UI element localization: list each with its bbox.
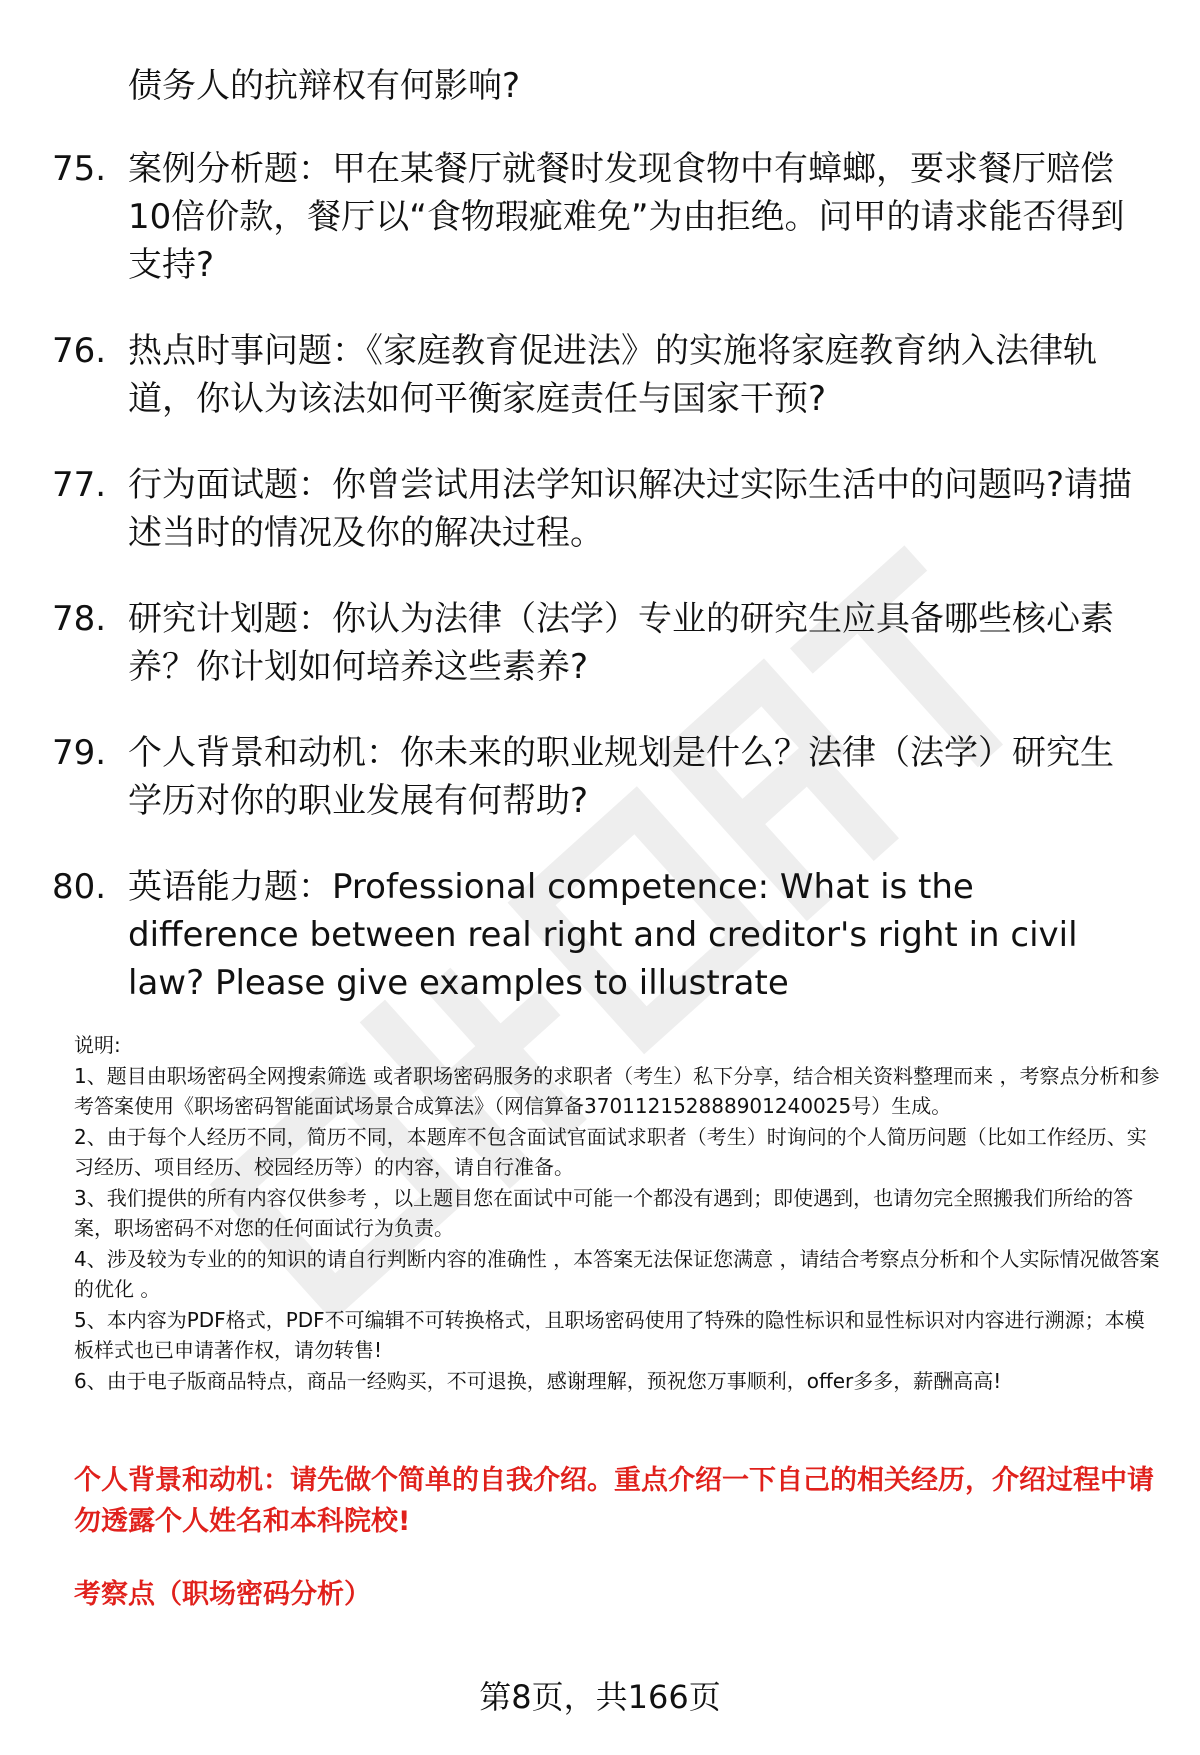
note-item: 6、由于电子版商品特点，商品一经购买，不可退换，感谢理解，预祝您万事顺利，offer多多，薪酬高高!	[74, 1368, 1002, 1393]
section-heading: 考察点（职场密码分析）	[74, 1579, 371, 1610]
list-item	[52, 729, 1142, 825]
question-text: 英语能力题：Professional competence: What is the difference between real right and creditor's right in civil law? Please give examples to illustrate	[128, 867, 1078, 1003]
note-item: 2、由于每个人经历不同，简历不同，本题库不包含面试官面试求职者（考生）时询问的个人简历问题（比如工作经历、实习经历、项目经历、校园经历等）的内容，请自行准备。	[74, 1124, 1147, 1179]
question-number: 79.	[52, 733, 107, 773]
question-number: 75.	[52, 149, 107, 189]
note-item: 3、我们提供的所有内容仅供参考 ，以上题目您在面试中可能一个都没有遇到；即使遇到，也请勿完全照搬我们所给的答案，职场密码不对您的任何面试行为负责。	[74, 1185, 1134, 1240]
question-number: 78.	[52, 599, 107, 639]
highlight-question-block	[74, 1460, 1154, 1542]
question-text: 热点时事问题：《家庭教育促进法》的实施将家庭教育纳入法律轨道，你认为该法如何平衡家庭责任与国家干预?	[128, 331, 1097, 419]
question-number: 77.	[52, 465, 107, 505]
list-item	[52, 145, 1142, 289]
question-text: 研究计划题：你认为法律（法学）专业的研究生应具备哪些核心素养？你计划如何培养这些素养?	[128, 599, 1114, 687]
question-text: 案例分析题：甲在某餐厅就餐时发现食物中有蟑螂，要求餐厅赔偿10倍价款，餐厅以“食物瑕疵难免”为由拒绝。问甲的请求能否得到支持?	[128, 149, 1125, 285]
note-item: 5、本内容为PDF格式，PDF不可编辑不可转换格式，且职场密码使用了特殊的隐性标识和显性标识对内容进行溯源；本模板样式也已申请著作权，请勿转售!	[74, 1307, 1145, 1362]
question-number: 76.	[52, 331, 107, 371]
question-continuation: 债务人的抗辩权有何影响?	[128, 66, 521, 106]
question-number: 80.	[52, 867, 107, 907]
question-text: 个人背景和动机：你未来的职业规划是什么？法律（法学）研究生学历对你的职业发展有何帮助?	[128, 733, 1114, 821]
list-item	[52, 461, 1142, 557]
list-item	[52, 327, 1142, 423]
notes-section	[74, 1030, 1164, 1396]
question-list	[52, 145, 1142, 1045]
question-text: 行为面试题：你曾尝试用法学知识解决过实际生活中的问题吗?请描述当时的情况及你的解决过程。	[128, 465, 1133, 553]
highlight-question: 个人背景和动机：请先做个简单的自我介绍。重点介绍一下自己的相关经历，介绍过程中请勿透露个人姓名和本科院校!	[74, 1465, 1154, 1537]
page-footer: 第8页，共166页	[479, 1678, 721, 1716]
note-item: 4、涉及较为专业的的知识的请自行判断内容的准确性 ，本答案无法保证您满意 ，请结合考察点分析和个人实际情况做答案的优化 。	[74, 1246, 1160, 1301]
list-item	[52, 863, 1142, 1007]
list-item	[52, 595, 1142, 691]
notes-title: 说明:	[74, 1033, 121, 1057]
note-item: 1、题目由职场密码全网搜索筛选 或者职场密码服务的求职者（考生）私下分享，结合相关资料整理而来 ，考察点分析和参考答案使用《职场密码智能面试场景合成算法》（网信算备370112152888901240025号）生成。	[74, 1063, 1160, 1118]
